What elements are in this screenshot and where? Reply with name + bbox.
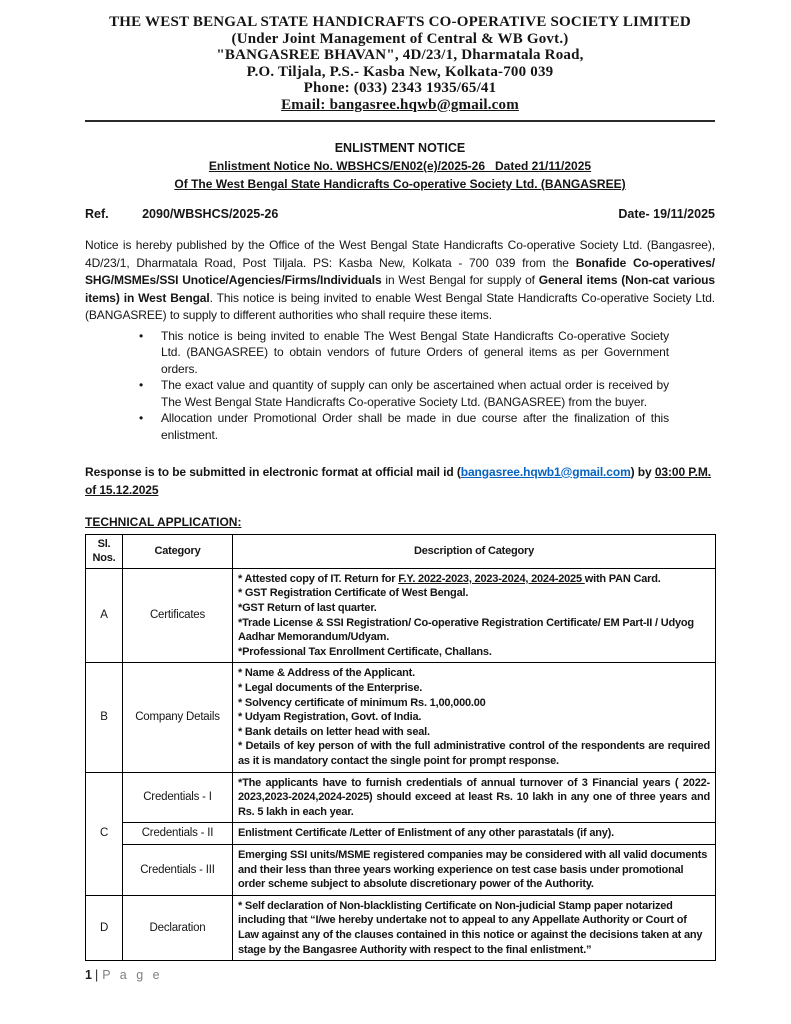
- response-text-1: Response is to be submitted in electronic format at official mail id (: [85, 464, 461, 479]
- row-c1-description: [233, 772, 716, 823]
- col-header-sl-nos: [86, 534, 123, 568]
- row-b-line-3: * Solvency certificate of minimum Rs. 1,00,000.00: [238, 696, 486, 709]
- row-a-line-1-pre: * Attested copy of IT. Return for: [238, 572, 399, 585]
- col-header-category: Category: [123, 534, 233, 568]
- row-c2-description: [233, 823, 716, 845]
- row-b-line-2: * Legal documents of the Enterprise.: [238, 682, 423, 694]
- ref-label: Ref.: [85, 207, 109, 221]
- table-row-b: [86, 663, 716, 772]
- row-d-text: * Self declaration of Non-blacklisting Certificate on Non-judicial Stamp paper notarized including that “I/we hereby undertake not to appeal to any Appellate Authority or Court of Law against any of the clauses contained in this notice or against the decisions taken at any stage by the Bangasree Authority with respect to the final enlistment.”: [238, 899, 703, 956]
- technical-application-label: TECHNICAL APPLICATION:: [85, 514, 242, 529]
- intro-paragraph: [85, 237, 715, 325]
- row-a-line-5: *Professional Tax Enrollment Certificate, Challans.: [238, 645, 492, 658]
- row-c2-category: Credentials - II: [123, 823, 233, 845]
- bullet-item-2: • The exact value and quantity of supply can only be ascertained when actual order is received by The West Bengal State Handicrafts Co-operative Society Ltd. (BANGASREE) from the buyer.: [137, 377, 669, 410]
- row-a-line-1-post: with PAN Card.: [584, 572, 661, 585]
- row-b-line-5: * Bank details on letter head with seal.: [238, 725, 430, 738]
- intro-bold-items: General items (Non-cat various items) in West Bengal: [85, 273, 715, 305]
- bullet-item-3: • Allocation under Promotional Order shall be made in due course after the finalization of this enlistment.: [137, 410, 669, 443]
- org-name: THE WEST BENGAL STATE HANDICRAFTS CO-OPERATIVE SOCIETY LIMITED: [109, 14, 691, 30]
- row-c1-text: *The applicants have to furnish credentials of annual turnover of 3 Financial years ( 2022-2023,2023-2024,2024-2025) should exceed at least Rs. 10 lakh in any one of three years and Rs. 5 lakh in each year.: [238, 776, 710, 818]
- technical-application-table: [85, 534, 716, 961]
- row-a-line-2: * GST Registration Certificate of West Bengal.: [238, 587, 469, 600]
- response-deadline: 03:00 P.M. of 15.12.2025: [85, 464, 711, 498]
- row-a-category: Certificates: [123, 568, 233, 663]
- row-b-description: [233, 663, 716, 772]
- row-d-description: [233, 895, 716, 960]
- table-row-a: [86, 568, 716, 663]
- notice-date: Date- 19/11/2025: [618, 207, 715, 221]
- row-a-line-4: *Trade License & SSI Registration/ Co-operative Registration Certificate/ EM Part-II / Udyog Aadhar Memorandum/Udyam.: [238, 616, 694, 644]
- row-c3-text: Emerging SSI units/MSME registered companies may be considered with all valid documents and their less than three years working experience on test case basis under promotional order scheme subject to absolute discretionary power of the Authority.: [238, 848, 708, 891]
- org-phone: Phone: (033) 2343 1935/65/41: [303, 80, 497, 96]
- ref-row: [85, 207, 715, 221]
- row-a-line-3: *GST Return of last quarter.: [238, 602, 377, 615]
- row-a-description: [233, 568, 716, 663]
- bullet-item-1: • This notice is being invited to enable The West Bengal State Handicrafts Co-operative Society Ltd. (BANGASREE) to obtain vendors of future Orders of general items as per Government orders.: [137, 328, 669, 378]
- org-subtitle: (Under Joint Management of Central & WB Govt.): [231, 30, 569, 47]
- page-footer: [85, 968, 715, 982]
- row-a-line-1: [238, 572, 710, 587]
- intro-text-2: in West Bengal for supply of: [381, 273, 539, 287]
- table-header-row: [86, 534, 716, 568]
- header-divider: [85, 120, 715, 122]
- footer-page-word: P a g e: [102, 968, 163, 983]
- row-b-sl: B: [86, 663, 123, 772]
- org-email: Email: bangasree.hqwb@gmail.com: [281, 96, 519, 113]
- row-c3-description: [233, 844, 716, 895]
- notice-number-line: Enlistment Notice No. WBSHCS/EN02(e)/2025-26 Dated 21/11/2025: [208, 159, 592, 173]
- table-row-c3: [86, 844, 716, 895]
- row-b-line-6: * Details of key person of with the full administrative control of the respondents are required as it is mandatory contact the single point for prompt response.: [238, 740, 710, 767]
- org-address-line-2: P.O. Tiljala, P.S.- Kasba New, Kolkata-700 039: [246, 63, 554, 80]
- page-number: 1: [85, 968, 92, 983]
- row-d-sl: D: [86, 895, 123, 960]
- row-b-line-1: * Name & Address of the Applicant.: [238, 667, 415, 680]
- footer-separator: |: [94, 968, 99, 983]
- notice-issuer-line: Of The West Bengal State Handicrafts Co-operative Society Ltd. (BANGASREE): [174, 177, 626, 191]
- table-row-c1: [86, 772, 716, 823]
- col-header-sl-line2: Nos.: [92, 552, 116, 565]
- notice-title: ENLISTMENT NOTICE: [334, 141, 466, 155]
- response-instruction: [85, 463, 715, 500]
- row-c3-category: Credentials - III: [123, 844, 233, 895]
- row-a-sl: A: [86, 568, 123, 663]
- col-header-sl-line1: Sl.: [97, 537, 111, 550]
- ref-group: [85, 207, 278, 221]
- email-link[interactable]: bangasree.hqwb1@gmail.com: [460, 464, 631, 479]
- row-b-line-4: * Udyam Registration, Govt. of India.: [238, 711, 422, 724]
- table-row-d: [86, 895, 716, 960]
- org-address-line-1: "BANGASREE BHAVAN", 4D/23/1, Dharmatala Road,: [216, 47, 584, 63]
- bullet-list: [85, 328, 715, 444]
- row-d-category: Declaration: [123, 895, 233, 960]
- row-b-category: Company Details: [123, 663, 233, 772]
- intro-text-1: Notice is hereby published by the Office of the West Bengal State Handicrafts Co-operative Society Ltd. (Bangasree), 4D/23/1, Dharmatala Road, Post Tiljala. PS: Kasba New, Kolkata - 700 039 from the: [85, 238, 715, 270]
- org-header: [85, 14, 715, 113]
- ref-number: 2090/WBSHCS/2025-26: [142, 207, 279, 221]
- notice-heading: [85, 139, 715, 193]
- row-a-line-1-underlined: F.Y. 2022-2023, 2023-2024, 2024-2025: [398, 572, 585, 585]
- response-text-2: ) by: [630, 464, 655, 479]
- row-c-sl: C: [86, 772, 123, 895]
- col-header-description: Description of Category: [233, 534, 716, 568]
- row-c2-text: Enlistment Certificate /Letter of Enlistment of any other parastatals (if any).: [238, 827, 615, 840]
- row-c1-category: Credentials - I: [123, 772, 233, 823]
- intro-bold-suppliers: Bonafide Co-operatives/ SHG/MSMEs/SSI Unotice/Agencies/Firms/Individuals: [85, 255, 715, 287]
- intro-text-3: . This notice is being invited to enable West Bengal State Handicrafts Co-operative Society Ltd. (BANGASREE) to supply to different authorities who shall require these items.: [85, 290, 716, 322]
- table-row-c2: [86, 823, 716, 845]
